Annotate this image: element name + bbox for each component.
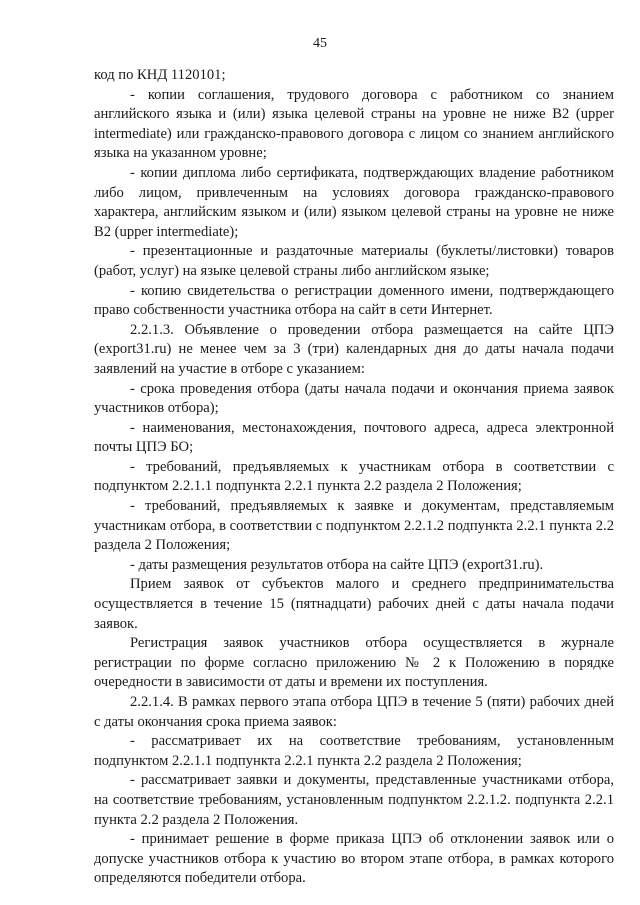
paragraph-employment-contract: - копии соглашения, трудового договора с работником со знанием английского языка и (или) языка целевой страны на уровне не ниже B2 (upper intermediate) или гражданско-правового договора с лицом со знанием английского языка на указанном уровне; bbox=[94, 86, 614, 162]
paragraph-application-requirements: - требований, предъявляемых к заявке и документам, представляемым участникам отбора, в соответствии с подпунктом 2.2.1.2 подпункта 2.2.1 пункта 2.2 раздела 2 Положения; bbox=[94, 498, 614, 554]
document-body bbox=[94, 66, 614, 889]
paragraph-knd-code: код по КНД 1120101; bbox=[94, 67, 226, 83]
paragraph-2-2-1-4: 2.2.1.4. В рамках первого этапа отбора ЦПЭ в течение 5 (пяти) рабочих дней с даты окончания срока приема заявок: bbox=[94, 694, 614, 730]
page-number: 45 bbox=[313, 36, 327, 51]
paragraph-presentation-materials: - презентационные и раздаточные материалы (буклеты/листовки) товаров (работ, услуг) на языке целевой страны либо английском языке; bbox=[94, 243, 614, 279]
paragraph-2-2-1-3: 2.2.1.3. Объявление о проведении отбора размещается на сайте ЦПЭ (export31.ru) не менее чем за 3 (три) календарных дня до даты начала подачи заявлений на участие в отборе с указанием: bbox=[94, 321, 614, 377]
paragraph-participant-requirements: - требований, предъявляемых к участникам отбора в соответствии с подпунктом 2.2.1.1 подпункта 2.2.1 пункта 2.2 раздела 2 Положения; bbox=[94, 458, 614, 495]
paragraph-contact-details: - наименования, местонахождения, почтового адреса, адреса электронной почты ЦПЭ БО; bbox=[94, 419, 614, 456]
paragraph-diploma-copies: - копии диплома либо сертификата, подтверждающих владение работником либо лицом, привлеченным на условиях договора гражданско-правового характера, английским языком и (или) языком целевой страны на уровне не ниже B2 (upper intermediate); bbox=[94, 164, 614, 240]
paragraph-application-intake: Прием заявок от субъектов малого и среднего предпринимательства осуществляется в течение 15 (пятнадцати) рабочих дней с даты начала подачи заявок. bbox=[94, 576, 614, 632]
paragraph-selection-period: - срока проведения отбора (даты начала подачи и окончания приема заявок участников отбора); bbox=[94, 380, 614, 417]
paragraph-decision-order: - принимает решение в форме приказа ЦПЭ об отклонении заявок или о допуске участников отбора к участию во втором этапе отбора, в рамках которого определяются победители отбора. bbox=[94, 831, 614, 887]
paragraph-review-documents: - рассматривает заявки и документы, представленные участниками отбора, на соответствие требованиям, установленным подпунктом 2.2.1.2. подпункта 2.2.1 пункта 2.2 раздела 2 Положения. bbox=[94, 772, 614, 828]
paragraph-results-date: - даты размещения результатов отбора на сайте ЦПЭ (export31.ru). bbox=[130, 556, 544, 573]
paragraph-review-requirements: - рассматривает их на соответствие требованиям, установленным подпунктом 2.2.1.1 подпункта 2.2.1 пункта 2.2 раздела 2 Положения; bbox=[94, 733, 614, 769]
paragraph-registration-journal: Регистрация заявок участников отбора осуществляется в журнале регистрации по форме согласно приложению № 2 к Положению в порядке очередности в зависимости от даты и времени их поступления. bbox=[94, 635, 614, 691]
paragraph-domain-certificate: - копию свидетельства о регистрации доменного имени, подтверждающего право собственности участника отбора на сайт в сети Интернет. bbox=[94, 282, 614, 319]
